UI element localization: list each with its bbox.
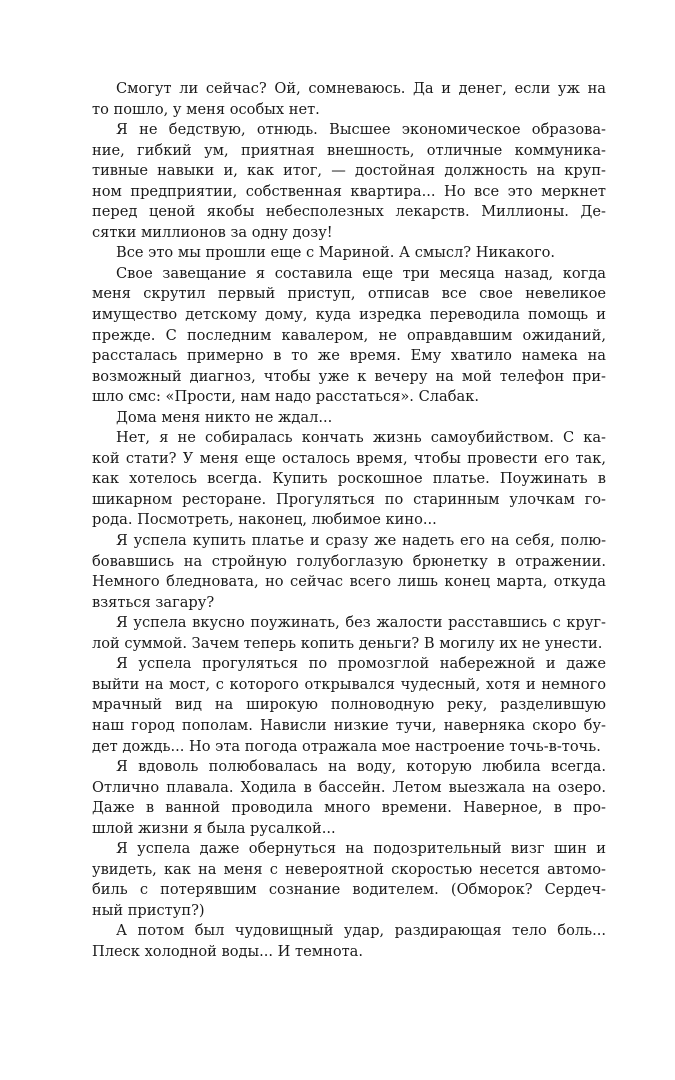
- text-line: дет дождь... Но эта погода отражала мое настроение точь-в-точь.: [92, 737, 601, 755]
- text-line: возможный диагноз, чтобы уже к вечеру на мой телефон при-: [92, 367, 606, 385]
- text-line: ном предприятии, собственная квартира... Но все это меркнет: [92, 182, 606, 200]
- text-line: рода. Посмотреть, наконец, любимое кино...: [92, 511, 437, 529]
- text-line: ние, гибкий ум, приятная внешность, отличные коммуника-: [92, 141, 606, 159]
- paragraph: [92, 264, 606, 408]
- text-line: Дома меня никто не ждал...: [116, 408, 333, 426]
- text-line: Все это мы прошли еще с Мариной. А смысл? Никакого.: [116, 244, 556, 262]
- text-line: Отлично плавала. Ходила в бассейн. Летом выезжала на озеро.: [92, 778, 606, 796]
- text-line: наш город пополам. Нависли низкие тучи, наверняка скоро бу-: [92, 716, 606, 734]
- text-line: биль с потерявшим сознание водителем. (Обморок? Сердеч-: [92, 881, 606, 899]
- paragraph: [92, 79, 606, 120]
- paragraph: [92, 408, 606, 429]
- text-line: Плеск холодной воды... И темнота.: [92, 942, 364, 960]
- text-line: Я успела купить платье и сразу же надеть его на себя, полю-: [116, 532, 606, 550]
- text-line: Я вдоволь полюбовалась на воду, которую любила всегда.: [116, 758, 606, 776]
- paragraph: [92, 428, 606, 531]
- text-line: Я успела прогуляться по промозглой набережной и даже: [116, 655, 606, 673]
- text-line: тивные навыки и, как итог, — достойная должность на круп-: [92, 162, 606, 180]
- paragraph: [92, 531, 606, 613]
- paragraph: [92, 921, 606, 962]
- text-line: Я не бедствую, отнюдь. Высшее экономическое образова-: [116, 121, 606, 139]
- text-line: имущество детскому дому, куда изредка переводила помощь и: [92, 306, 606, 324]
- text-line: мрачный вид на широкую полноводную реку, разделившую: [92, 696, 606, 714]
- text-line: меня скрутил первый приступ, отписав все свое невеликое: [92, 285, 606, 303]
- paragraph: [92, 839, 606, 921]
- text-line: Нет, я не собиралась кончать жизнь самоубийством. С ка-: [116, 429, 606, 447]
- paragraph: [92, 243, 606, 264]
- paragraph: [92, 613, 606, 654]
- paragraph: [92, 654, 606, 757]
- text-line: как хотелось всегда. Купить роскошное платье. Поужинать в: [92, 470, 606, 488]
- text-line: Даже в ванной проводила много времени. Наверное, в про-: [92, 799, 606, 817]
- text-line: увидеть, как на меня с невероятной скоростью несется автомо-: [92, 860, 606, 878]
- text-line: ный приступ?): [92, 901, 205, 919]
- text-line: Свое завещание я составила еще три месяца назад, когда: [116, 264, 606, 282]
- text-line: кой стати? У меня еще осталось время, чтобы провести его так,: [92, 449, 606, 467]
- paragraph: [92, 120, 606, 243]
- text-line: сятки миллионов за одну дозу!: [92, 223, 333, 241]
- text-line: то пошло, у меня особых нет.: [92, 100, 320, 118]
- text-line: бовавшись на стройную голубоглазую брюнетку в отражении.: [92, 552, 606, 570]
- text-line: Я успела вкусно поужинать, без жалости расставшись с круг-: [116, 614, 606, 632]
- text-line: взяться загару?: [92, 593, 215, 611]
- text-line: рассталась примерно в то же время. Ему хватило намека на: [92, 347, 606, 365]
- text-line: выйти на мост, с которого открывался чудесный, хотя и немного: [92, 675, 606, 693]
- paragraph: [92, 757, 606, 839]
- text-line: прежде. С последним кавалером, не оправдавшим ожиданий,: [92, 326, 606, 344]
- text-line: шикарном ресторане. Прогуляться по старинным улочкам го-: [92, 490, 606, 508]
- text-line: лой суммой. Зачем теперь копить деньги? В могилу их не унести.: [92, 634, 603, 652]
- text-line: Немного бледновата, но сейчас всего лишь конец марта, откуда: [92, 573, 606, 591]
- text-line: перед ценой якобы небесполезных лекарств. Миллионы. Де-: [92, 203, 606, 221]
- text-line: А потом был чудовищный удар, раздирающая тело боль...: [116, 922, 606, 940]
- text-line: Я успела даже обернуться на подозрительный визг шин и: [116, 840, 606, 858]
- text-line: шлой жизни я была русалкой...: [92, 819, 336, 837]
- book-page: [92, 79, 606, 963]
- text-line: Смогут ли сейчас? Ой, сомневаюсь. Да и денег, если уж на: [116, 80, 606, 97]
- text-line: шло смс: «Прости, нам надо расстаться». Слабак.: [92, 388, 479, 406]
